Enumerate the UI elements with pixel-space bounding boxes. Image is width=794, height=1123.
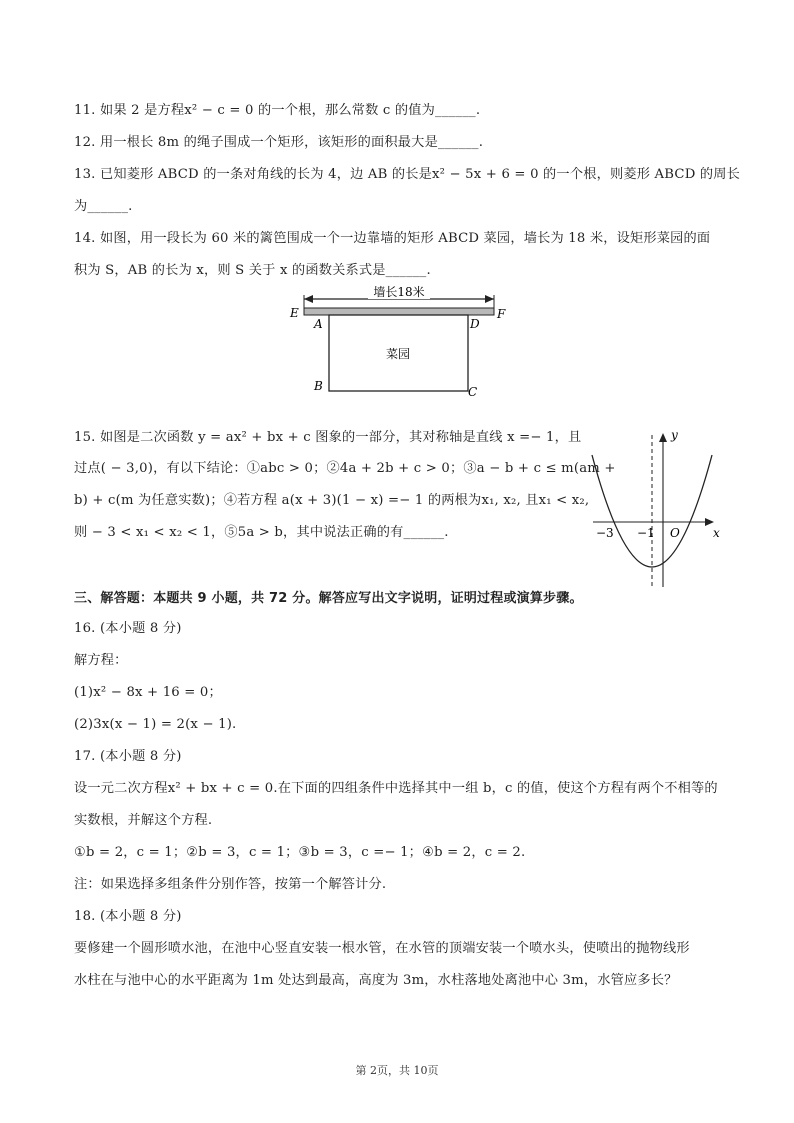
label-neg3: −3	[596, 526, 614, 540]
wall-label: 墙长18米	[373, 285, 425, 299]
question-14-line2: 积为 S，AB 的长为 x，则 S 关于 x 的函数关系式是______.	[74, 263, 431, 278]
page-footer: 第 2页，共 10页	[355, 1064, 439, 1077]
wall-bar	[304, 308, 494, 315]
question-11: 11. 如果 2 是方程x² − c = 0 的一个根，那么常数 c 的值为______.	[74, 103, 481, 118]
point-C: C	[468, 385, 478, 399]
question-13-line2: 为______.	[74, 199, 133, 214]
question-17-line1: 设一元二次方程x² + bx + c = 0.在下面的四组条件中选择其中一组 b，c 的值，使这个方程有两个不相等的	[74, 781, 718, 796]
point-B: B	[314, 379, 323, 393]
question-16-part2: (2)3x(x − 1) = 2(x − 1).	[74, 717, 237, 732]
point-F: F	[497, 307, 506, 321]
question-17-heading: 17. (本小题 8 分)	[74, 749, 182, 764]
question-13-line1: 13. 已知菱形 ABCD 的一条对角线的长为 4，边 AB 的长是x² − 5x + 6 = 0 的一个根，则菱形 ABCD 的周长	[74, 167, 741, 182]
section-3-heading: 三、解答题：本题共 9 小题，共 72 分。解答应写出文字说明，证明过程或演算步骤。	[74, 591, 583, 606]
label-neg1: −1	[637, 526, 655, 540]
point-E: E	[290, 306, 299, 320]
question-17-line2: 实数根，并解这个方程.	[74, 813, 213, 828]
x-axis-label: x	[713, 526, 720, 540]
question-17-note: 注：如果选择多组条件分别作答，按第一个解答计分.	[74, 877, 387, 892]
arrow-left-head	[304, 295, 313, 303]
question-15-line4: 则 − 3 < x₁ < x₂ < 1，⑤5a > b，其中说法正确的有______.	[74, 525, 449, 540]
question-18-line2: 水柱在与池中心的水平距离为 1m 处达到最高，高度为 3m，水柱落地处离池中心 3m，水管应多长？	[74, 973, 678, 988]
y-axis-label: y	[671, 428, 678, 442]
garden-label: 菜园	[385, 347, 411, 361]
question-16-part1: (1)x² − 8x + 16 = 0；	[74, 685, 222, 700]
x-axis-arrow	[705, 518, 714, 526]
question-15-line1: 15. 如图是二次函数 y = ax² + bx + c 图象的一部分，其对称轴是直线 x =− 1，且	[74, 430, 582, 445]
question-16-intro: 解方程：	[74, 653, 128, 668]
question-14-line1: 14. 如图，用一段长为 60 米的篱笆围成一个一边靠墙的矩形 ABCD 菜园，墙长为 18 米，设矩形菜园的面	[74, 231, 711, 246]
question-18-line1: 要修建一个圆形喷水池，在池中心竖直安装一根水管，在水管的顶端安装一个喷水头，使喷出的抛物线形	[74, 941, 690, 956]
origin-label: O	[670, 526, 680, 540]
parabola-figure	[585, 425, 725, 590]
question-15-line2: 过点( − 3,0)，有以下结论：①abc > 0；②4a + 2b + c > 0；③a − b + c ≤ m(am +	[74, 461, 616, 476]
question-17-options: ①b = 2，c = 1；②b = 3，c = 1；③b = 3，c =− 1；④b = 2，c = 2.	[74, 845, 526, 860]
y-axis-arrow	[659, 433, 667, 442]
arrow-right-head	[485, 295, 494, 303]
point-D: D	[470, 317, 480, 331]
question-12: 12. 用一根长 8m 的绳子围成一个矩形，该矩形的面积最大是______.	[74, 135, 484, 150]
question-16-heading: 16. (本小题 8 分)	[74, 621, 182, 636]
question-15-line3: b) + c(m 为任意实数)；④若方程 a(x + 3)(1 − x) =− 1 的两根为x₁, x₂, 且x₁ < x₂,	[74, 493, 590, 508]
question-18-heading: 18. (本小题 8 分)	[74, 909, 182, 924]
point-A: A	[314, 317, 323, 331]
garden-figure	[282, 282, 518, 400]
